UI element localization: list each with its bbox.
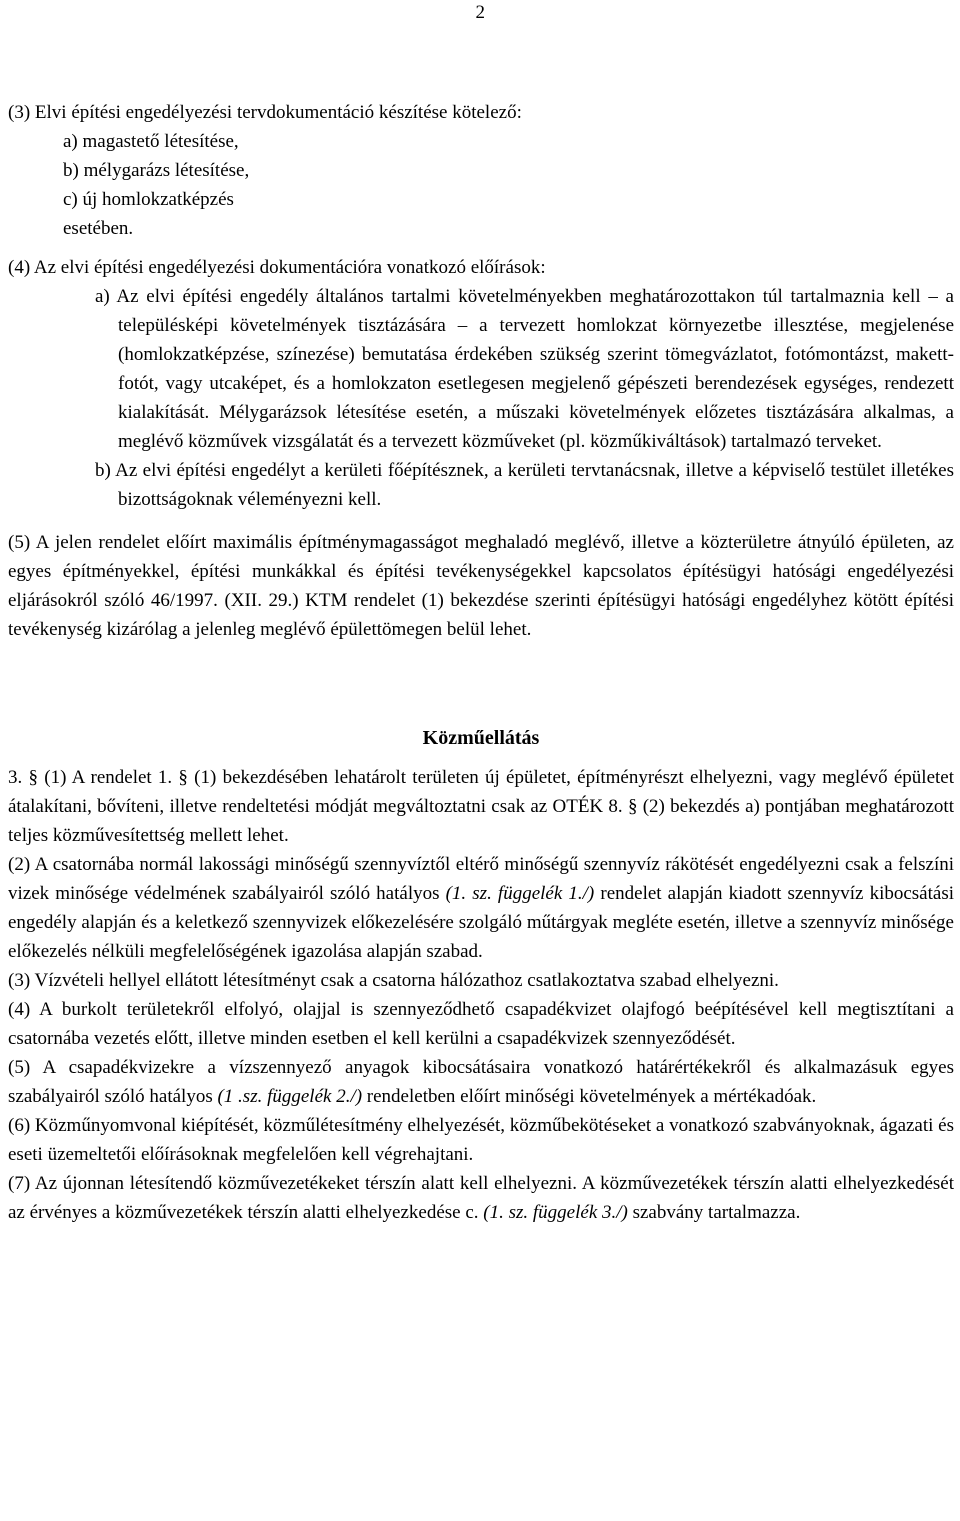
section-3-outro: esetében. — [63, 218, 134, 239]
section-4-item-b: b) Az elvi építési engedélyt a kerületi főépítésznek, a kerületi tervtanácsnak, illetve a képviselő testület illetékes bizottságoknak véleményezni kell. — [95, 460, 954, 510]
article-3-p7-text-a: (7) Az újonnan létesítendő közművezetékeket térszín alatt kell elhelyezni. A közművezetékek térszín alatti elhelyezkedését az érvényes a közművezetékek térszín alatti elhelyezkedése c. — [8, 1173, 954, 1223]
section-5: (5) A jelen rendelet előírt maximális építménymagasságot meghaladó meglévő, illetve a közterületre átnyúló épületen, az egyes építményekkel, építési munkákkal és építési tevékenységekkel kapcsolatos építésügyi hatósági engedélyezési eljárásokról szóló 46/1997. (XII. 29.) KTM rendelet (1) bekezdése szerinti építésügyi hatósági engedélyhez kötött építési tevékenység kizárólag a jelenleg meglévő épülettömegen belül lehet. — [8, 532, 954, 640]
section-3-item-b: b) mélygarázs létesítése, — [63, 160, 250, 181]
document-body — [8, 98, 954, 1227]
article-3-p5-reference: (1 .sz. függelék 2./) — [217, 1086, 363, 1107]
section-3-intro: (3) Elvi építési engedélyezési tervdokumentáció készítése kötelező: — [8, 102, 522, 123]
page-number: 2 — [475, 2, 485, 23]
article-3-p7 — [8, 1169, 954, 1227]
section-3-item-a: a) magastető létesítése, — [63, 131, 239, 152]
article-3-p7-text-b: szabvány tartalmazza. — [627, 1202, 801, 1223]
article-3-p2-reference: (1. sz. függelék 1./) — [445, 883, 595, 904]
article-3-p2 — [8, 850, 954, 966]
article-3-p5-text-b: rendeletben előírt minőségi követelmények a mértékadóak. — [362, 1086, 817, 1107]
article-3-p2-text-a: (2) A csatornába normál lakossági minőségű szennyvíztől eltérő minőségű szennyvíz rákötését engedélyezni csak a felszíni vizek minősége védelmének szabályairól szóló hatályos — [8, 854, 954, 904]
section-4-intro: (4) Az elvi építési engedélyezési dokumentációra vonatkozó előírások: — [8, 257, 546, 278]
article-3-p5-text-a: (5) A csapadékvizekre a vízszennyező anyagok kibocsátásaira vonatkozó határértékekről és alkalmazásuk egyes szabályairól szóló hatályos — [8, 1057, 954, 1107]
article-3-p7-reference: (1. sz. függelék 3./) — [483, 1202, 628, 1223]
article-3-p5 — [8, 1053, 954, 1111]
section-3-item-c: c) új homlokzatképzés — [63, 189, 234, 210]
article-3-p6: (6) Közműnyomvonal kiépítését, közműlétesítmény elhelyezését, közműbekötéseket a vonatkozó szabványoknak, ágazati és eseti üzemeltetői előírásoknak megfelelően kell végrehajtani. — [8, 1115, 954, 1165]
article-3-p3: (3) Vízvételi hellyel ellátott létesítményt csak a csatorna hálózathoz csatlakoztatva szabad elhelyezni. — [8, 970, 779, 991]
article-3-p1: 3. § (1) A rendelet 1. § (1) bekezdésében lehatárolt területen új épületet, építményrészt elhelyezni, vagy meglévő épületet átalakítani, bővíteni, illetve rendeltetési módját megváltoztatni csak az OTÉK 8. § (2) bekezdés a) pontjában meghatározott teljes közművesítettség mellett lehet. — [8, 767, 954, 846]
article-3-p4: (4) A burkolt területekről elfolyó, olajjal is szennyeződhető csapadékvizet olajfogó beépítésével kell megtisztítani a csatornába vezetés előtt, illetve minden esetben el kell kerülni a csapadékvizek szennyeződését. — [8, 999, 954, 1049]
section-4-item-a: a) Az elvi építési engedély általános tartalmi követelményekben meghatározottakon túl tartalmaznia kell – a településképi követelmények tisztázására – a tervezett homlokzat környezetbe illesztése, megjelenése (homlokzatképzése, színezése) bemutatása érdekében szükség szerint tömegvázlatot, fotómontázst, makett-fotót, vagy utcaképet, és a homlokzaton esetlegesen megjelenő gépészeti berendezések egységes, rendezett kialakítását. Mélygarázsok létesítése esetén, a műszaki követelmények előzetes tisztázására alkalmas, a meglévő közművek vizsgálatát és a tervezett közműveket (pl. közműkiváltások) tartalmazó terveket. — [95, 286, 954, 452]
article-3-p2-text-b: rendelet alapján kiadott szennyvíz kibocsátási engedély alapján és a keletkező szennyvizek előkezelésére szolgáló műtárgyak megléte esetén, illetve a szennyvíz minősége előkezelés nélküli megfelelőségének igazolása alapján szabad. — [8, 883, 955, 962]
section-heading: Közműellátás — [422, 727, 540, 749]
